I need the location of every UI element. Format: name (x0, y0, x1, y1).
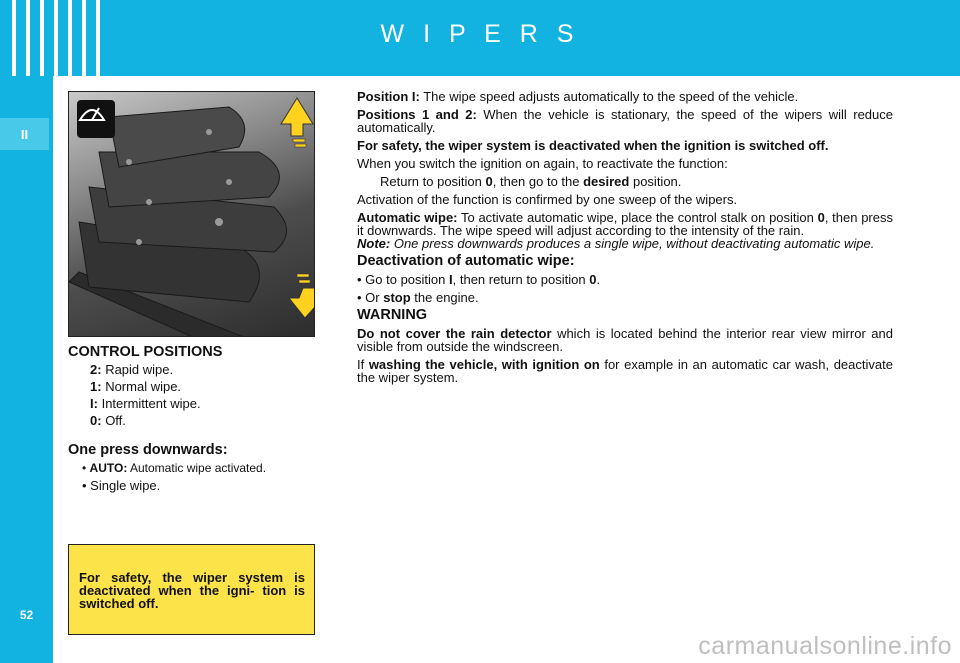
deactivation-heading: Deactivation of automatic wipe: (357, 253, 575, 269)
page-title: W I P E R S (380, 20, 580, 48)
windscreen-wiper-icon (77, 100, 115, 138)
header-bar (0, 0, 960, 76)
paragraph: Activation of the function is confirmed by one sweep of the wipers. (357, 192, 738, 207)
paragraph: If washing the vehicle, with ignition on for example in an automatic car wash, deactivate the wiper system. (357, 357, 893, 385)
bullet-item: • Single wipe. (82, 478, 161, 493)
watermark: carmanualsonline.info (698, 632, 952, 660)
bullet-item: • AUTO: Automatic wipe activated. (82, 461, 267, 475)
page-number: 52 (19, 608, 34, 622)
paragraph: For safety, the wiper system is deactivated when the ignition is switched off. (357, 138, 829, 153)
position-item: I: Intermittent wipe. (90, 396, 201, 411)
bullet-item: • Or stop the engine. (357, 290, 479, 305)
position-item: 1: Normal wipe. (90, 379, 182, 394)
warning-heading: WARNING (357, 307, 428, 323)
paragraph: Position I: The wipe speed adjusts automatically to the speed of the vehicle. (357, 89, 799, 104)
paragraph: Return to position 0, then go to the desired position. (380, 174, 682, 189)
main-text-column (357, 90, 893, 389)
paragraph: Do not cover the rain detector which is located behind the interior rear view mirror and visible from outside the windscreen. (357, 326, 893, 354)
paragraph: Positions 1 and 2: When the vehicle is stationary, the speed of the wipers will reduce automatically. (357, 107, 893, 135)
side-column (0, 76, 53, 663)
control-positions-section (68, 344, 318, 496)
note-paragraph: Note: One press downwards produces a single wipe, without deactivating automatic wipe. (357, 236, 875, 251)
wiper-stalk-photo (68, 91, 315, 337)
position-item: 0: Off. (90, 413, 126, 428)
paragraph: Automatic wipe: To activate automatic wipe, place the control stalk on position 0, then press it downwards. The wipe speed will adjust according to the intensity of the rain. (357, 210, 893, 238)
safety-note-box (68, 544, 315, 635)
arrow-up-icon (281, 98, 313, 147)
control-positions-heading: CONTROL POSITIONS (68, 344, 223, 360)
position-item: 2: Rapid wipe. (90, 362, 174, 377)
bullet-item: • Go to position I, then return to position 0. (357, 272, 601, 287)
arrow-down-icon (289, 274, 314, 318)
chapter-tab[interactable]: II (0, 118, 49, 150)
safety-note-text: For safety, the wiper system is deactivated when the igni- tion is switched off. (79, 570, 305, 611)
paragraph: When you switch the ignition on again, to reactivate the function: (357, 156, 728, 171)
one-press-heading: One press downwards: (68, 442, 228, 458)
